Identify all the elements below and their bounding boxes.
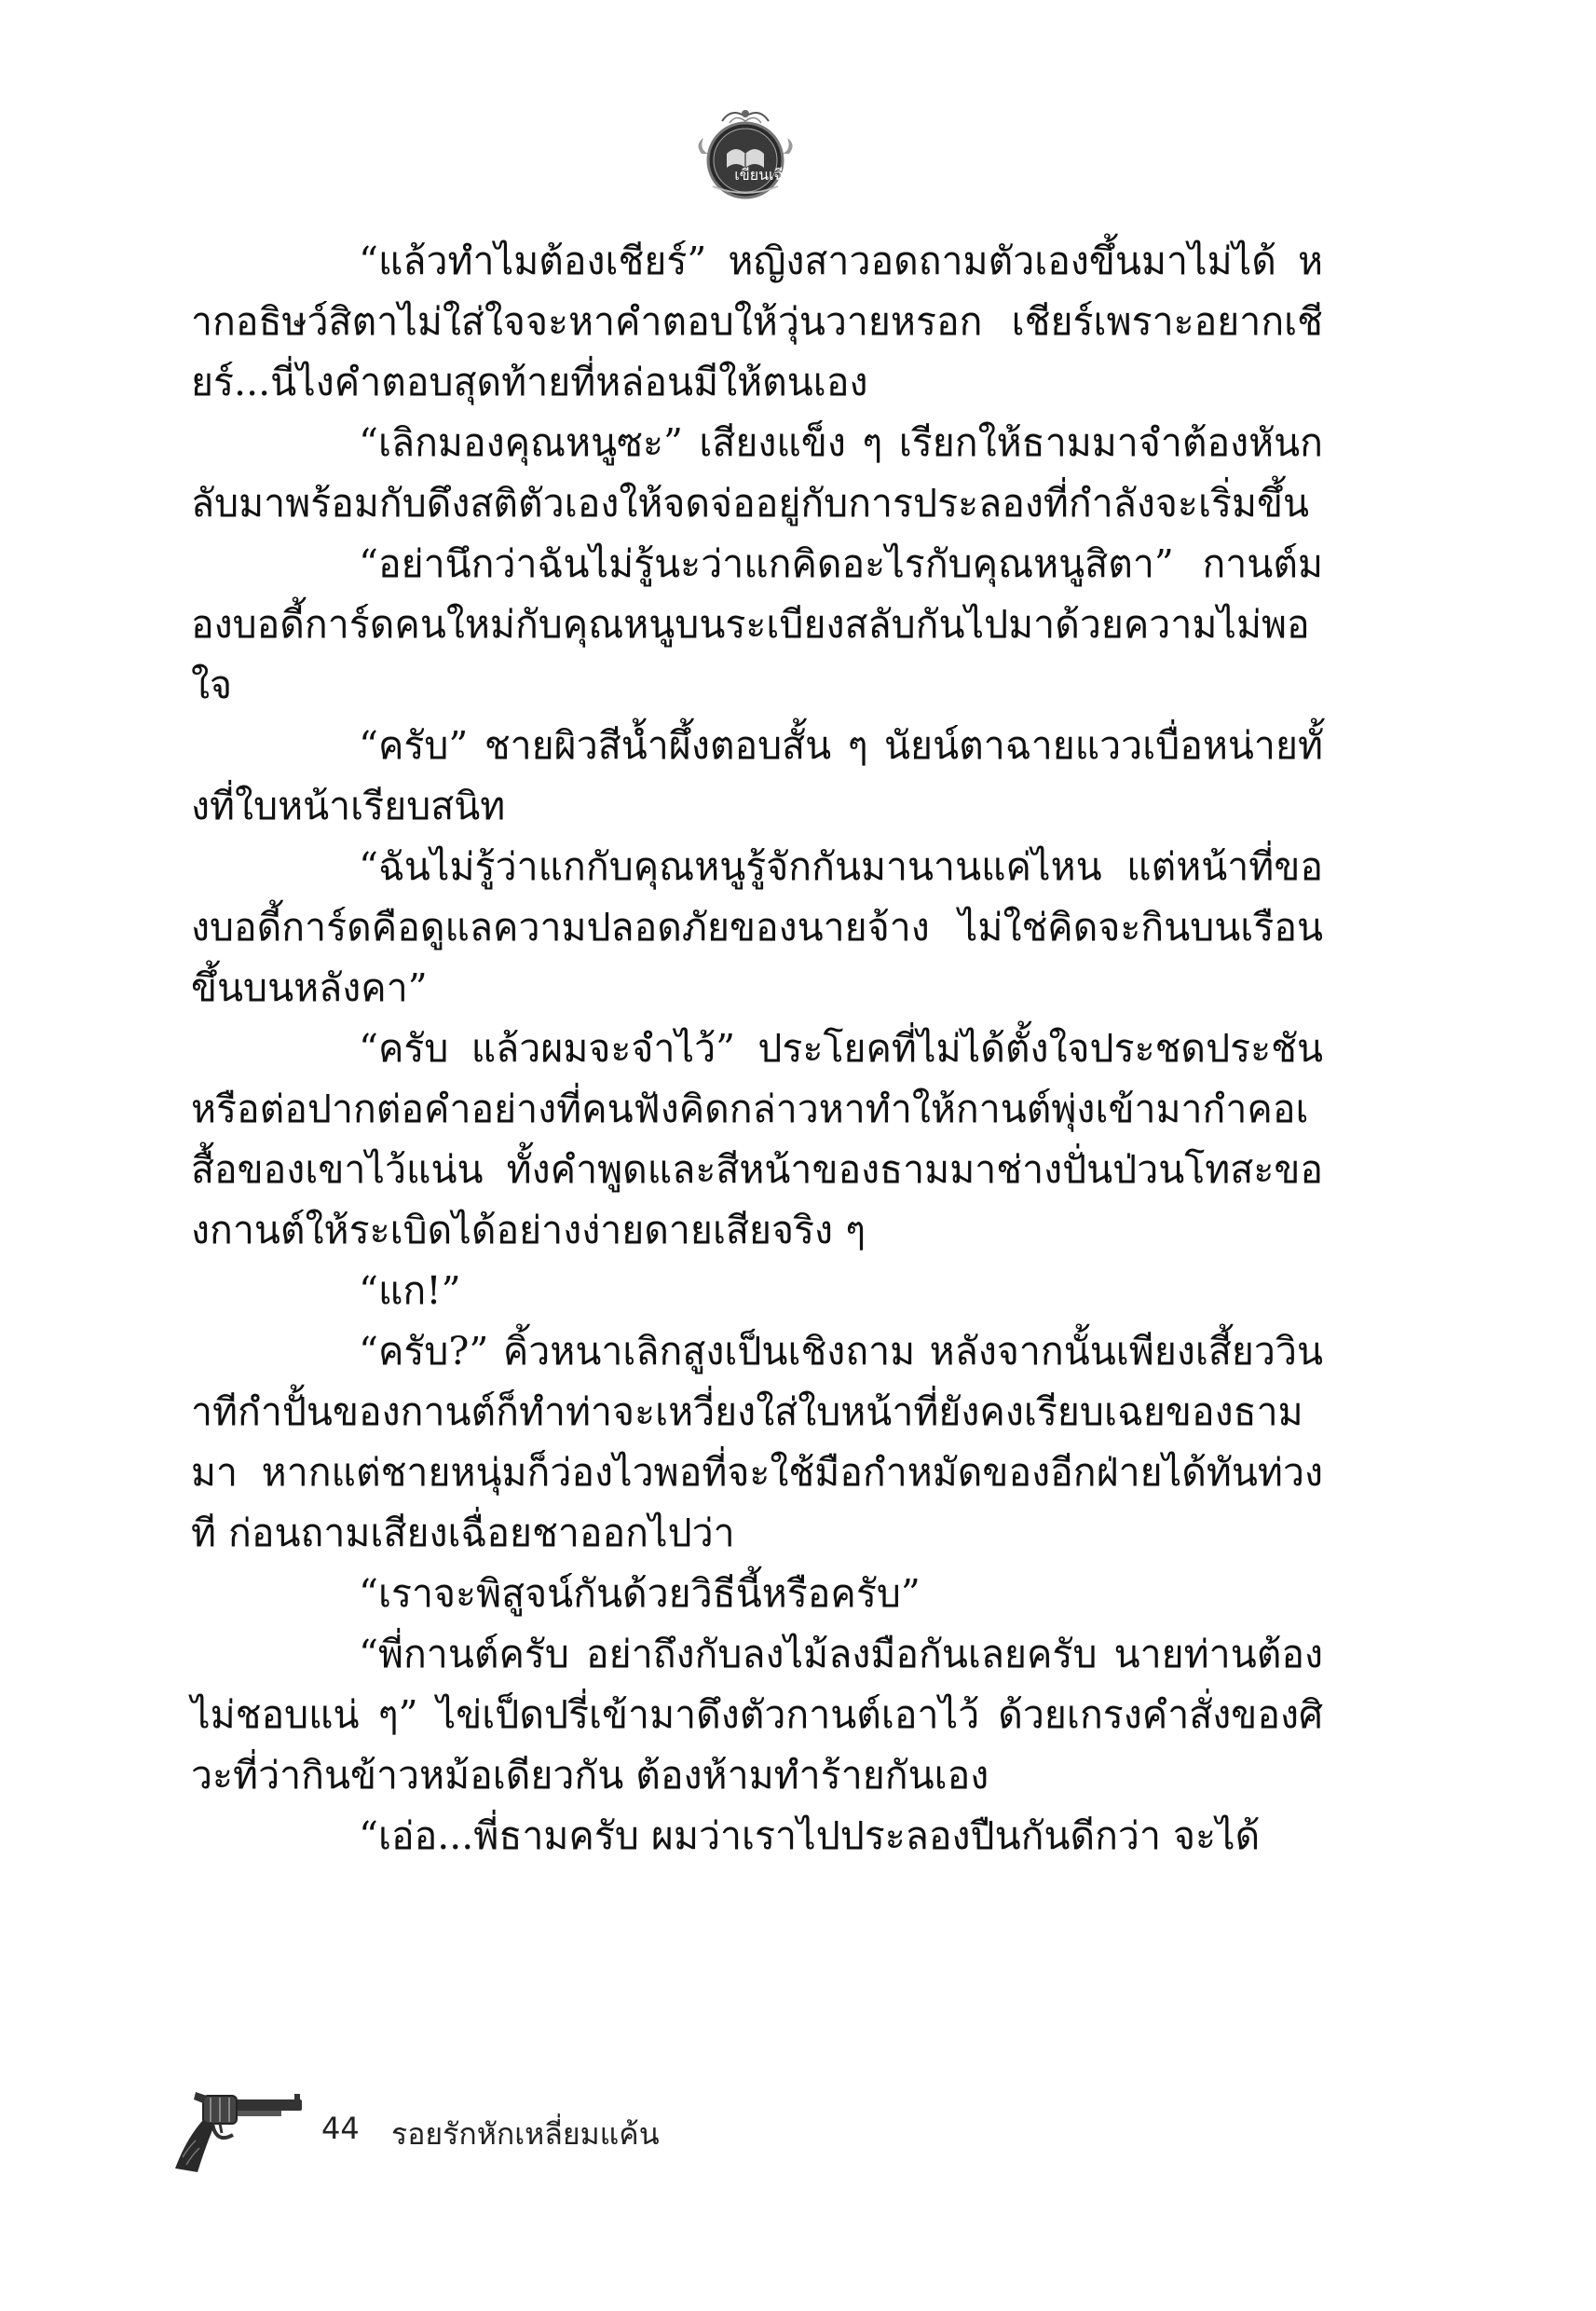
paragraph: “เอ่อ...พี่ธามครับ ผมว่าเราไปประลองปืนกันดีกว่า จะได้ <box>359 1813 1261 1858</box>
paragraph: “แก!” <box>359 1268 461 1313</box>
paragraph: “ฉันไม่รู้ว่าแกกับคุณหนูรู้จักกันมานานแค่ไหน แต่หน้าที่ของบอดี้การ์ดคือดูแลความปลอดภัยของนายจ้าง ไม่ใช่คิดจะกินบนเรือนขึ้นบนหลังคา” <box>191 844 1323 1010</box>
page-number: 44 <box>321 2111 360 2146</box>
paragraph: “อย่านึกว่าฉันไม่รู้นะว่าแกคิดอะไรกับคุณหนูสิตา” กานต์มองบอดี้การ์ดคนใหม่กับคุณหนูบนระเบียงสลับกันไปมาด้วยความไม่พอใจ <box>191 541 1323 707</box>
paragraph: “พี่กานต์ครับ อย่าถึงกับลงไม้ลงมือกันเลยครับ นายท่านต้องไม่ชอบแน่ ๆ” ไข่เป็ดปรี่เข้ามาดึงตัวกานต์เอาไว้ ด้วยเกรงคำสั่งของศิวะที่ว่ากินข้าวหม้อเดียวกัน ต้องห้ามทำร้ายกันเอง <box>191 1632 1323 1798</box>
publisher-emblem-icon <box>685 103 806 205</box>
page-footer <box>158 2083 811 2176</box>
paragraph: “เราจะพิสูจน์กันด้วยวิธีนี้หรือครับ” <box>359 1571 921 1616</box>
page-body <box>191 231 1323 1867</box>
paragraph: “ครับ?” คิ้วหนาเลิกสูงเป็นเชิงถาม หลังจากนั้นเพียงเสี้ยววินาทีกำปั้นของกานต์ก็ทำท่าจะเหวี่ยงใส่ใบหน้าที่ยังคงเรียบเฉยของธามมา หากแต่ชายหนุ่มก็ว่องไวพอที่จะใช้มือกำหมัดของอีกฝ่ายได้ทันท่วงที ก่อนถามเสียงเฉื่อยชาออกไปว่า <box>191 1329 1323 1555</box>
publisher-logo-text: เขียนเฉียน <box>734 166 803 184</box>
book-title: รอยรักหักเหลี่ยมแค้น <box>391 2116 660 2152</box>
paragraph: “แล้วทำไมต้องเชียร์” หญิงสาวอดถามตัวเองขึ้นมาไม่ได้ หากอธิษว์สิตาไม่ใส่ใจจะหาคำตอบให้วุ่นวายหรอก เชียร์เพราะอยากเชียร์...นี่ไงคำตอบสุดท้ายที่หล่อนมีให้ตนเอง <box>191 239 1323 404</box>
paragraph: “ครับ” ชายผิวสีน้ำผึ้งตอบสั้น ๆ นัยน์ตาฉายแววเบื่อหน่ายทั้งที่ใบหน้าเรียบสนิท <box>191 723 1323 828</box>
paragraph: “ครับ แล้วผมจะจำไว้” ประโยคที่ไม่ได้ตั้งใจประชดประชันหรือต่อปากต่อคำอย่างที่คนฟังคิดกล่าวหาทำให้กานต์พุ่งเข้ามากำคอเสื้อของเขาไว้แน่น ทั้งคำพูดและสีหน้าของธามมาช่างปั่นป่วนโทสะของกานต์ให้ระเบิดได้อย่างง่ายดายเสียจริง ๆ <box>191 1026 1323 1252</box>
paragraph: “เลิกมองคุณหนูซะ” เสียงแข็ง ๆ เรียกให้ธามมาจำต้องหันกลับมาพร้อมกับดึงสติตัวเองให้จดจ่ออยู่กับการประลองที่กำลังจะเริ่มขึ้น <box>191 420 1323 526</box>
revolver-icon <box>158 2083 307 2176</box>
